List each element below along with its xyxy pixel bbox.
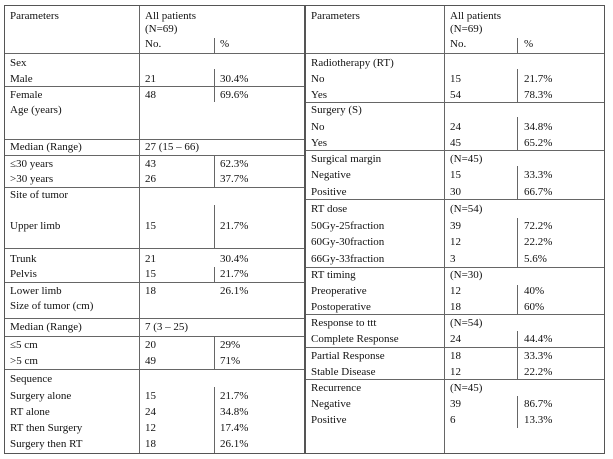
patient-characteristics-table: [4, 5, 605, 454]
left-row-no: 43: [145, 158, 156, 170]
right-row-label: RT timing: [311, 269, 356, 281]
left-header-pct: %: [220, 38, 230, 50]
left-row-no: 48: [145, 89, 156, 101]
left-row-label: Female: [10, 89, 43, 101]
left-row-label: Sequence: [10, 373, 53, 385]
right-header-pct: %: [524, 38, 534, 50]
left-row-label: Surgery then RT: [10, 438, 83, 450]
left-row-label: Pelvis: [10, 268, 37, 280]
right-row-pct: 40%: [524, 285, 545, 297]
left-row-label: Age (years): [10, 104, 62, 116]
left-row-label: Upper limb: [10, 220, 61, 232]
left-row-pct: 26.1%: [220, 285, 249, 297]
left-row-label: Surgery alone: [10, 390, 72, 402]
right-row-label: Response to ttt: [311, 317, 377, 329]
left-row-pct: 21.7%: [220, 268, 249, 280]
right-row-no: 30: [450, 186, 461, 198]
right-row-pct: 72.2%: [524, 220, 553, 232]
right-pct-sep: [517, 166, 518, 199]
left-row-sep: [5, 318, 304, 319]
left-row-sep: [5, 369, 304, 370]
left-pct-sep: [214, 155, 215, 187]
left-row-label: >5 cm: [10, 355, 38, 367]
left-row-label: RT alone: [10, 406, 50, 418]
right-row-label: Surgery (S): [311, 104, 362, 116]
left-row-pct: 71%: [220, 355, 241, 367]
left-row-no: 26: [145, 173, 156, 185]
right-row-pct: 33.3%: [524, 169, 553, 181]
right-pct-sep: [517, 396, 518, 428]
right-row-pct: 65.2%: [524, 137, 553, 149]
left-row-no: 20: [145, 339, 156, 351]
right-row-no: 24: [450, 121, 461, 133]
right-row-label: Positive: [311, 186, 347, 198]
right-row-pct: 21.7%: [524, 73, 553, 85]
left-row-label: Sex: [10, 57, 27, 69]
right-header-all-patients: All patients: [450, 10, 502, 22]
left-row-label: Size of tumor (cm): [10, 300, 94, 312]
right-pct-sep: [517, 285, 518, 314]
right-row-sep: [306, 314, 604, 315]
left-row-pct: 21.7%: [220, 390, 249, 402]
left-header-n: (N=69): [145, 23, 178, 35]
left-row-pct: 26.1%: [220, 438, 249, 450]
right-row-no: (N=30): [450, 269, 483, 281]
right-row-sep: [306, 199, 604, 200]
right-row-no: 3: [450, 253, 456, 265]
right-row-pct: 60%: [524, 301, 545, 313]
left-row-pct: 30.4%: [220, 253, 249, 265]
right-row-no: 6: [450, 414, 456, 426]
left-row-sep: [5, 139, 304, 140]
right-row-sep: [306, 102, 604, 103]
left-pct-sep: [214, 38, 215, 53]
left-row-label: Median (Range): [10, 141, 82, 153]
left-header-parameters: Parameters: [10, 10, 59, 22]
right-row-pct: 66.7%: [524, 186, 553, 198]
left-pct-sep: [214, 387, 215, 453]
right-row-no: 39: [450, 398, 461, 410]
left-row-pct: 34.8%: [220, 406, 249, 418]
right-row-pct: 86.7%: [524, 398, 553, 410]
left-row-no: 27 (15 – 66): [145, 141, 200, 153]
right-row-no: (N=45): [450, 153, 483, 165]
right-row-pct: 5.6%: [524, 253, 547, 265]
right-row-sep: [306, 150, 604, 151]
right-row-label: 50Gy-25fraction: [311, 220, 385, 232]
left-row-no: 7 (3 – 25): [145, 321, 189, 333]
left-header-all-patients: All patients: [145, 10, 197, 22]
right-header-n: (N=69): [450, 23, 483, 35]
left-row-label: Lower limb: [10, 285, 62, 297]
left-row-pct: 69.6%: [220, 89, 249, 101]
right-row-label: No: [311, 121, 325, 133]
center-separator: [304, 6, 306, 453]
right-row-no: 45: [450, 137, 461, 149]
right-pct-sep: [517, 331, 518, 379]
right-row-sep: [306, 267, 604, 268]
left-row-pct: 30.4%: [220, 73, 249, 85]
right-row-label: Negative: [311, 169, 351, 181]
left-col-separator: [139, 6, 140, 453]
left-header-no: No.: [145, 38, 162, 50]
right-row-label: No: [311, 73, 325, 85]
left-row-no: 24: [145, 406, 156, 418]
right-row-no: 54: [450, 89, 461, 101]
right-row-no: (N=54): [450, 317, 483, 329]
right-row-label: Negative: [311, 398, 351, 410]
right-pct-sep: [517, 117, 518, 150]
left-row-no: 49: [145, 355, 156, 367]
right-row-label: 60Gy-30fraction: [311, 236, 385, 248]
right-row-no: 15: [450, 73, 461, 85]
left-row-sep: [5, 248, 304, 249]
left-row-no: 15: [145, 390, 156, 402]
right-row-no: 18: [450, 301, 461, 313]
left-pct-sep: [214, 267, 215, 282]
left-row-sep: [5, 86, 304, 87]
right-row-no: 39: [450, 220, 461, 232]
right-row-no: 18: [450, 350, 461, 362]
left-row-pct: 29%: [220, 339, 241, 351]
left-row-sep: [5, 336, 304, 337]
right-row-no: 24: [450, 333, 461, 345]
right-row-label: Postoperative: [311, 301, 371, 313]
right-pct-sep: [517, 38, 518, 53]
right-row-no: 12: [450, 366, 461, 378]
left-row-label: Site of tumor: [10, 189, 69, 201]
right-row-label: Recurrence: [311, 382, 362, 394]
right-row-label: Positive: [311, 414, 347, 426]
right-row-label: RT dose: [311, 203, 348, 215]
right-row-label: Yes: [311, 89, 328, 101]
right-row-label: Yes: [311, 137, 328, 149]
left-row-no: 15: [145, 220, 156, 232]
right-row-label: Radiotherapy (RT): [311, 57, 394, 69]
left-row-no: 21: [145, 253, 156, 265]
right-row-sep: [306, 347, 604, 348]
right-row-no: (N=45): [450, 382, 483, 394]
left-row-sep: [5, 155, 304, 156]
right-row-no: (N=54): [450, 203, 483, 215]
right-row-no: 15: [450, 169, 461, 181]
left-row-no: 12: [145, 422, 156, 434]
right-row-no: 12: [450, 285, 461, 297]
left-row-label: Trunk: [10, 253, 37, 265]
right-row-label: Partial Response: [311, 350, 385, 362]
right-header-no: No.: [450, 38, 467, 50]
left-row-pct: 62.3%: [220, 158, 249, 170]
left-row-label: ≤5 cm: [10, 339, 38, 351]
right-col-separator: [444, 6, 445, 453]
left-row-pct: 17.4%: [220, 422, 249, 434]
right-row-label: Preoperative: [311, 285, 367, 297]
left-row-label: ≤30 years: [10, 158, 53, 170]
left-pct-sep: [214, 336, 215, 369]
left-pct-sep: [214, 205, 215, 248]
left-row-label: RT then Surgery: [10, 422, 83, 434]
left-row-sep: [5, 282, 304, 283]
right-row-label: Complete Response: [311, 333, 399, 345]
right-row-sep: [306, 53, 604, 54]
left-row-sep: [5, 53, 304, 54]
right-row-no: 12: [450, 236, 461, 248]
right-header-parameters: Parameters: [311, 10, 360, 22]
left-row-sep: [5, 187, 304, 188]
right-row-label: 66Gy-33fraction: [311, 253, 385, 265]
right-row-label: Surgical margin: [311, 153, 382, 165]
right-row-pct: 13.3%: [524, 414, 553, 426]
right-row-label: Stable Disease: [311, 366, 376, 378]
left-row-label: Median (Range): [10, 321, 82, 333]
left-row-no: 21: [145, 73, 156, 85]
right-row-pct: 22.2%: [524, 236, 553, 248]
right-row-sep: [306, 379, 604, 380]
left-row-label: Male: [10, 73, 33, 85]
right-row-pct: 44.4%: [524, 333, 553, 345]
left-row-pct: 37.7%: [220, 173, 249, 185]
right-row-pct: 22.2%: [524, 366, 553, 378]
left-row-pct: 21.7%: [220, 220, 249, 232]
left-row-no: 15: [145, 268, 156, 280]
left-row-no: 18: [145, 285, 156, 297]
right-pct-sep: [517, 69, 518, 102]
left-row-no: 18: [145, 438, 156, 450]
right-row-pct: 34.8%: [524, 121, 553, 133]
left-row-label: >30 years: [10, 173, 54, 185]
right-row-pct: 78.3%: [524, 89, 553, 101]
right-row-pct: 33.3%: [524, 350, 553, 362]
right-pct-sep: [517, 218, 518, 267]
